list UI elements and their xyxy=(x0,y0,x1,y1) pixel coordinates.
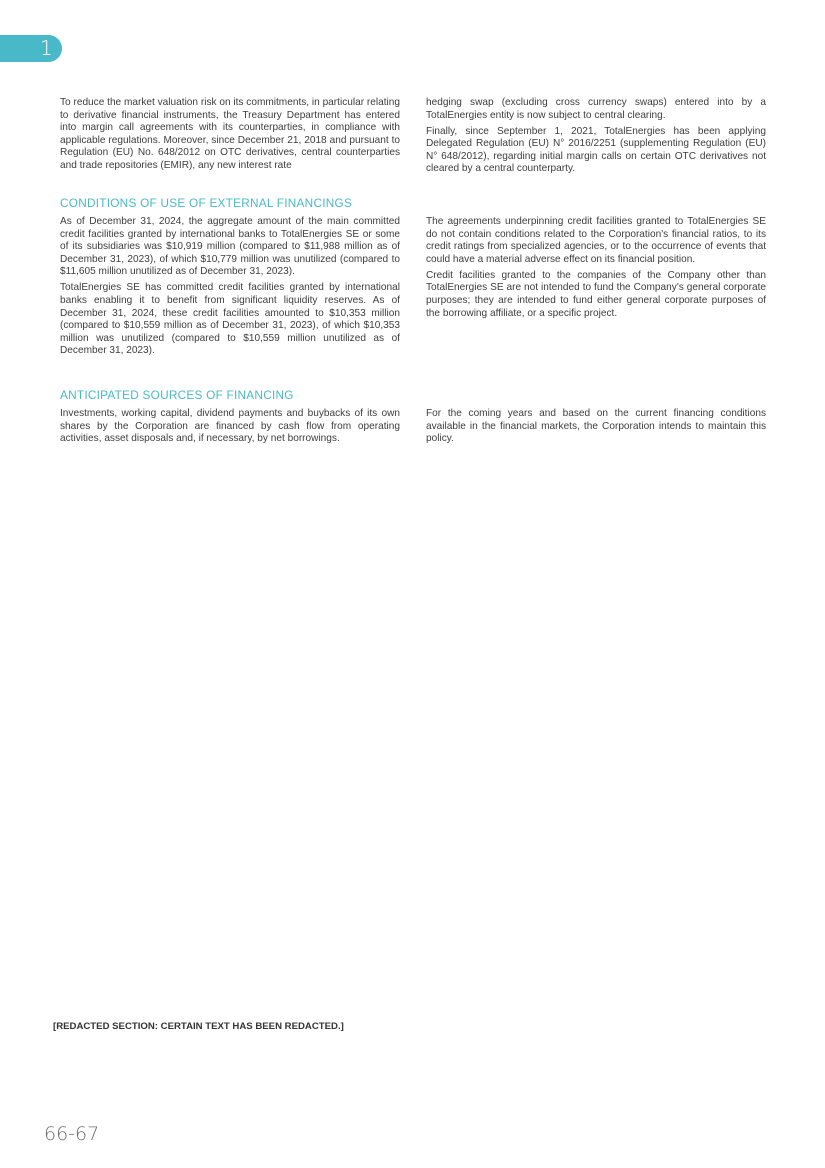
conditions-left-column xyxy=(60,216,400,362)
paragraph: hedging swap (excluding cross currency swaps) entered into by a TotalEnergies entity is now subject to central clearing. xyxy=(426,97,766,121)
section-heading-conditions: CONDITIONS OF USE OF EXTERNAL FINANCINGS xyxy=(60,196,353,210)
paragraph: Investments, working capital, dividend payments and buybacks of its own shares by the Corporation are financed by cash flow from operating activities, asset disposals and, if necessary, by net borrowings. xyxy=(60,408,400,445)
intro-left-column xyxy=(60,97,400,176)
intro-right-column xyxy=(426,97,766,180)
paragraph: As of December 31, 2024, the aggregate amount of the main committed credit facilities granted by international banks to TotalEnergies SE or some of its subsidiaries was $10,919 million (compared to $11,988 million as of December 31, 2023), of which $10,779 million was unutilized (compared to $11,605 million unutilized as of December 31, 2023). xyxy=(60,216,400,278)
conditions-right-column xyxy=(426,216,766,324)
chapter-tab xyxy=(0,35,62,62)
page-number: 66-67 xyxy=(44,1123,100,1145)
paragraph: For the coming years and based on the current financing conditions available in the financial markets, the Corporation intends to maintain this policy. xyxy=(426,408,766,445)
redacted-notice: [REDACTED SECTION: CERTAIN TEXT HAS BEEN REDACTED.] xyxy=(53,1021,344,1032)
paragraph: Credit facilities granted to the companies of the Company other than TotalEnergies SE are not intended to fund the Company's general corporate purposes; they are intended to fund either general corporate purposes of the borrowing affiliate, or a specific project. xyxy=(426,269,766,319)
paragraph: TotalEnergies SE has committed credit facilities granted by international banks enabling it to benefit from significant liquidity reserves. As of December 31, 2024, these credit facilities amounted to $10,353 million (compared to $10,559 million as of December 31, 2023), of which $10,353 million was unutilized (compared to $10,559 million unutilized as of December 31, 2023). xyxy=(60,282,400,357)
section-heading-sources: ANTICIPATED SOURCES OF FINANCING xyxy=(60,388,294,402)
paragraph: To reduce the market valuation risk on its commitments, in particular relating to derivative financial instruments, the Treasury Department has entered into margin call agreements with its counterparties, in compliance with applicable regulations. Moreover, since December 21, 2018 and pursuant to Regulation (EU) No. 648/2012 on OTC derivatives, central counterparties and trade repositories (EMIR), any new interest rate xyxy=(60,97,400,171)
paragraph: Finally, since September 1, 2021, TotalEnergies has been applying Delegated Regulation (EU) N° 2016/2251 (supplementing Regulation (EU) N° 648/2012), regarding initial margin calls on certain OTC derivatives not cleared by a central counterparty. xyxy=(426,125,766,175)
chapter-number: 1 xyxy=(40,36,53,60)
sources-left-column xyxy=(60,408,400,449)
paragraph: The agreements underpinning credit facilities granted to TotalEnergies SE do not contain conditions related to the Corporation's financial ratios, to its credit ratings from specialized agencies, or to the occurrence of events that could have a material adverse effect on its financial position. xyxy=(426,216,766,265)
sources-right-column xyxy=(426,408,766,449)
